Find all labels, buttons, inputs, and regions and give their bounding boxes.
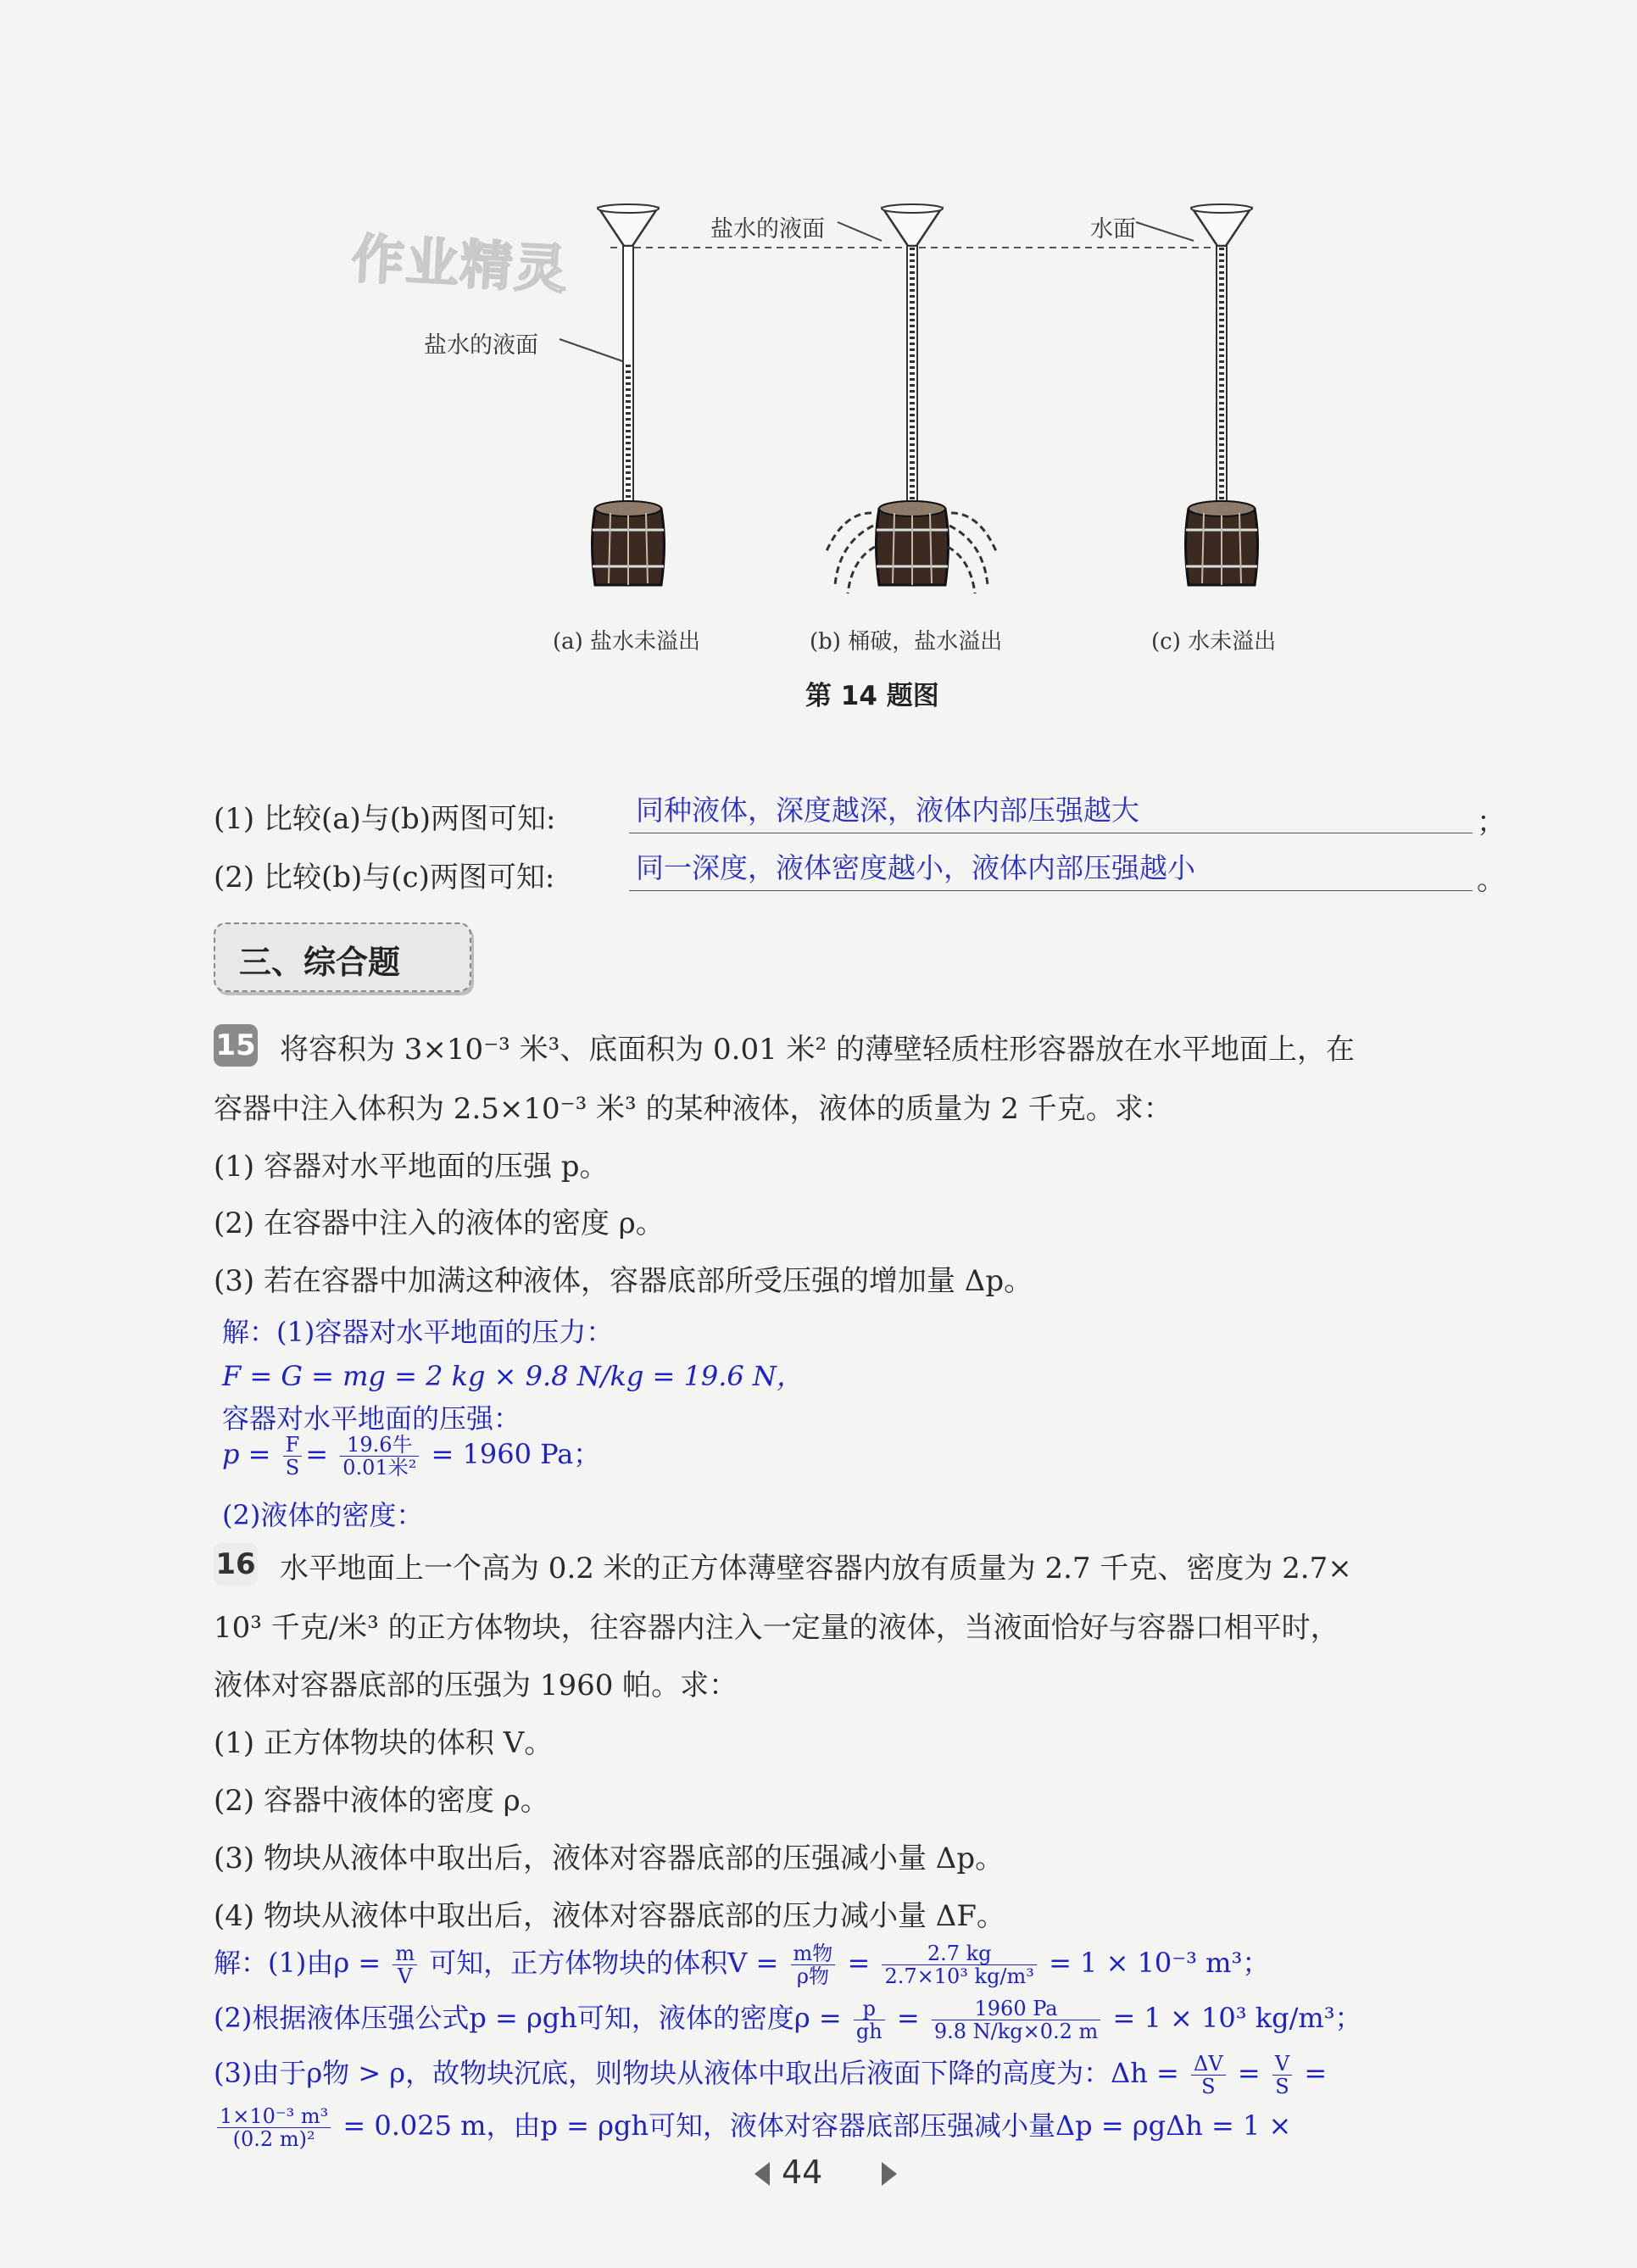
q15-sol4-frac1 (283, 1434, 303, 1479)
q16-sol2-b: = (896, 2002, 928, 2034)
caption-b: (b) 桶破，盐水溢出 (810, 629, 1003, 655)
q16-sol1-c: = (847, 1947, 879, 1979)
q16-text2: 10³ 千克/米³ 的正方体物块，往容器内注入一定量的液体，当液面恰好与容器口相平时， (214, 1611, 1339, 1645)
q15-sol1: 解：(1)容器对水平地面的压力： (222, 1316, 614, 1348)
frac-numerator: p (854, 1998, 885, 2020)
q15-sol5: (2)液体的密度： (222, 1499, 424, 1531)
frac-numerator: V (1272, 2053, 1292, 2076)
q16-sol3-b: = (1237, 2057, 1269, 2089)
q16-sol1-d: = 1 × 10⁻³ m³； (1049, 1947, 1270, 1979)
q14-blank2 (629, 890, 1473, 891)
q16-sol2-a: (2)根据液体压强公式p = ρgh可知，液体的密度ρ = (214, 2002, 850, 2034)
section-header (214, 922, 471, 992)
apparatus-c (1186, 204, 1258, 585)
q15-sol2: F = G = mg = 2 kg × 9.8 N/kg = 19.6 N， (222, 1360, 804, 1392)
q14-line2-prefix: (2) 比较(b)与(c)两图可知: (214, 861, 555, 894)
q16-sol1-frac3 (882, 1942, 1036, 1987)
q16-sol1 (214, 1942, 1269, 1987)
q15-sol4-rhs: = 1960 Pa； (431, 1438, 601, 1470)
frac-numerator: m物 (791, 1942, 836, 1965)
caption-c: (c) 水未溢出 (1151, 629, 1277, 655)
q16-sol3 (214, 2052, 1327, 2098)
q15-sol4-lhs: p = (222, 1438, 280, 1470)
label-saltwater-level-a: 盐水的液面 (424, 332, 538, 359)
page-number: 44 (782, 2154, 823, 2191)
q16-number-badge: 16 (214, 1543, 258, 1585)
figure-title: 第 14 题图 (805, 681, 939, 711)
caption-a: (a) 盐水未溢出 (553, 629, 701, 655)
frac-denominator: ρ物 (796, 1964, 829, 1988)
frac-numerator: F (283, 1434, 303, 1457)
frac-numerator: m (393, 1942, 417, 1965)
frac-denominator: 0.01米² (342, 1456, 417, 1479)
q15-number-badge: 15 (214, 1024, 258, 1067)
q16-sol4-frac1 (217, 2105, 331, 2150)
frac-denominator: S (1275, 2075, 1289, 2098)
q15-sub2: (2) 在容器中注入的液体的密度 ρ。 (214, 1206, 665, 1240)
barrel-b-icon (877, 501, 949, 585)
q16-sol2-c: = 1 × 10³ kg/m³； (1112, 2002, 1362, 2034)
frac-denominator: gh (855, 2020, 883, 2043)
q16-sol2 (214, 1997, 1362, 2042)
q16-sol2-frac2 (932, 1998, 1100, 2042)
q15-sol4: p = $\frac{F}{S}$ = $\frac{\text{19.6牛}}{\text{0.01米²}}$ = 1960 Pa； (222, 1433, 601, 1479)
watermark-logo: 作业精灵 (350, 227, 571, 301)
frac-denominator: (0.2 m)² (232, 2127, 315, 2151)
prev-page-icon (754, 2162, 770, 2186)
q14-line2-end: 。 (1477, 863, 1506, 897)
label-water-level-c: 水面 (1090, 216, 1136, 242)
apparatus-b (827, 204, 996, 593)
q15-sol4-frac2 (340, 1434, 419, 1479)
barrel-c-icon (1186, 501, 1258, 585)
frac-denominator: S (285, 1456, 300, 1479)
q15-text2: 容器中注入体积为 2.5×10⁻³ 米³ 的某种液体，液体的质量为 2 千克。求： (214, 1092, 1172, 1126)
figure-14-illustration (0, 0, 1637, 661)
q15-sol3: 容器对水平地面的压强： (222, 1402, 521, 1435)
frac-denominator: V (398, 1964, 413, 1988)
q14-answer1: 同种液体，深度越深，液体内部压强越大 (636, 794, 1139, 827)
q16-sub1: (1) 正方体物块的体积 V。 (214, 1726, 554, 1760)
q14-line1-end: ； (1477, 805, 1506, 839)
q16-sol4-a: = 0.025 m，由p = ρgh可知，液体对容器底部压强减小量Δp = ρgΔh = 1 × (342, 2109, 1292, 2142)
q16-sol4 (214, 2104, 1291, 2150)
apparatus-a (593, 204, 665, 585)
q16-sol1-b: 可知，正方体物块的体积V = (429, 1947, 788, 1979)
q16-text1: 水平地面上一个高为 0.2 米的正方体薄壁容器内放有质量为 2.7 千克、密度为 2.7× (280, 1552, 1352, 1585)
frac-denominator: S (1201, 2075, 1216, 2098)
q16-sol2-frac1 (854, 1998, 885, 2042)
q16-sub4: (4) 物块从液体中取出后，液体对容器底部的压力减小量 ΔF。 (214, 1899, 1005, 1933)
q16-sol3-c: = (1304, 2057, 1328, 2089)
q16-sol3-a: (3)由于ρ物 > ρ，故物块沉底，则物块从液体中取出后液面下降的高度为：Δh = (214, 2057, 1188, 2089)
frac-denominator: 9.8 N/kg×0.2 m (933, 2020, 1099, 2043)
next-page-icon (882, 2162, 897, 2186)
frac-numerator: ΔV (1191, 2053, 1226, 2076)
q16-sol1-a: 解：(1)由ρ = (214, 1947, 390, 1979)
frac-numerator: 19.6牛 (340, 1434, 419, 1457)
frac-denominator: 2.7×10³ kg/m³ (884, 1964, 1034, 1988)
section-title: 三、综合题 (239, 944, 401, 981)
q15-text1: 将容积为 3×10⁻³ 米³、底面积为 0.01 米² 的薄壁轻质柱形容器放在水平地面上，在 (280, 1033, 1355, 1067)
frac-numerator: 2.7 kg (882, 1942, 1036, 1965)
q16-text3: 液体对容器底部的压强为 1960 帕。求： (214, 1669, 738, 1702)
q16-sol1-frac1 (393, 1942, 417, 1987)
q15-sub3: (3) 若在容器中加满这种液体，容器底部所受压强的增加量 Δp。 (214, 1264, 1033, 1298)
frac-numerator: 1960 Pa (932, 1998, 1100, 2020)
barrel-a-icon (593, 501, 665, 585)
label-saltwater-level-b: 盐水的液面 (710, 216, 825, 242)
q16-sol3-frac1 (1191, 2053, 1226, 2098)
q16-sub2: (2) 容器中液体的密度 ρ。 (214, 1784, 549, 1818)
q16-sol3-frac2 (1272, 2053, 1292, 2098)
q16-sub3: (3) 物块从液体中取出后，液体对容器底部的压强减小量 Δp。 (214, 1842, 1005, 1875)
q14-answer2: 同一深度，液体密度越小，液体内部压强越小 (636, 851, 1195, 884)
q16-sol1-frac2 (791, 1942, 836, 1987)
frac-numerator: 1×10⁻³ m³ (217, 2105, 331, 2128)
q15-sub1: (1) 容器对水平地面的压强 p。 (214, 1150, 609, 1184)
q14-line1-prefix: (1) 比较(a)与(b)两图可知: (214, 802, 556, 836)
